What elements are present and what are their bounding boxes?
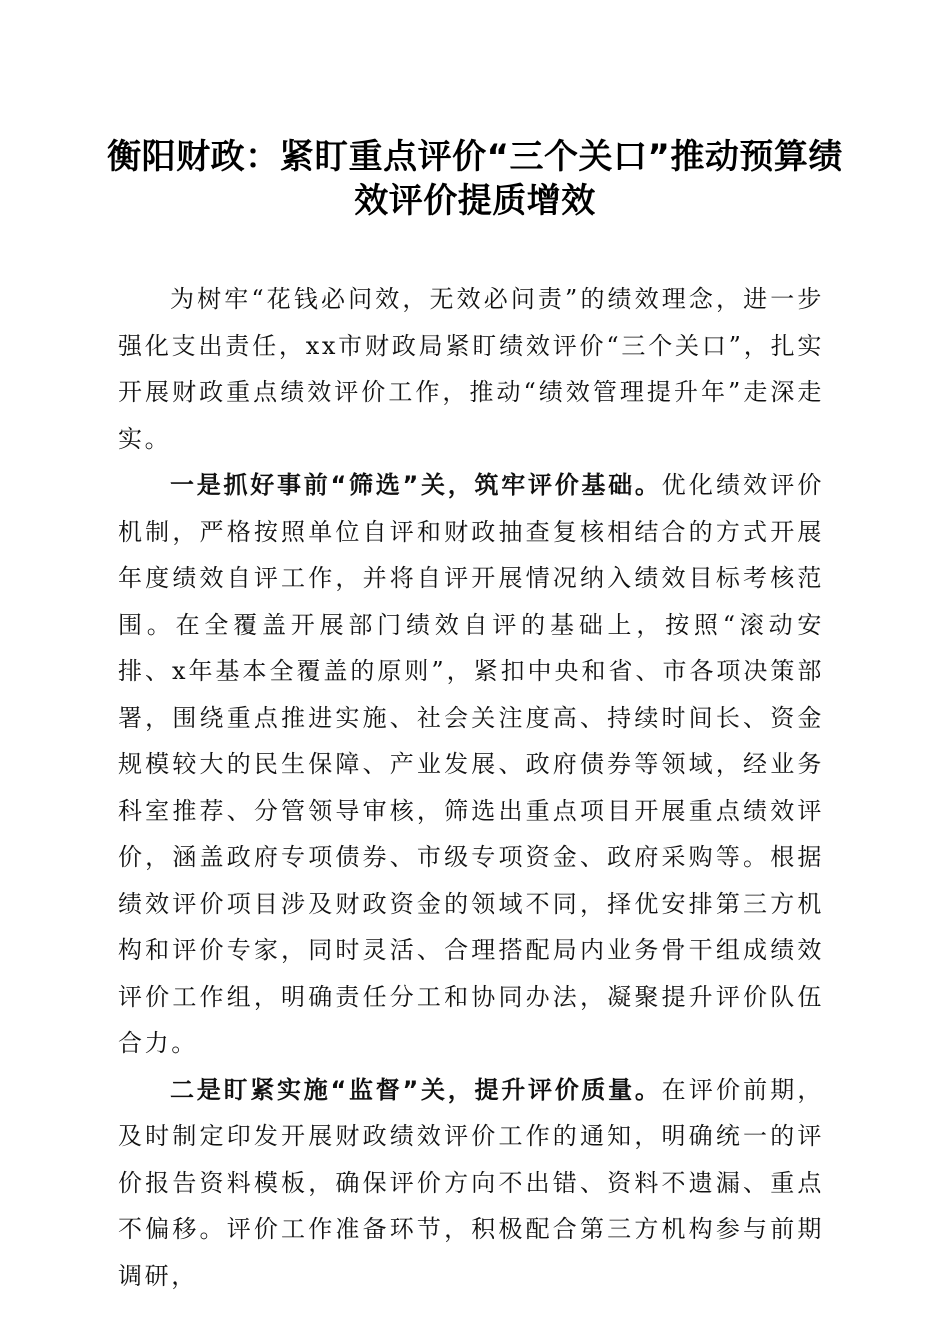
paragraph-intro	[118, 276, 824, 462]
paragraph-text: 在评价前期，及时制定印发开展财政绩效评价工作的通知，明确统一的评价报告资料模板，确保评价方向不出错、资料不遗漏、重点不偏移。评价工作准备环节，积极配合第三方机构参与前期调研，	[118, 1075, 824, 1290]
paragraph-text: 为树牢“花钱必问效，无效必问责”的绩效理念，进一步强化支出责任，xx市财政局紧盯绩效评价“三个关口”，扎实开展财政重点绩效评价工作，推动“绩效管理提升年”走深走实。	[118, 285, 824, 453]
paragraph-point-one	[118, 462, 824, 1067]
paragraph-lead: 二是盯紧实施“监督”关，提升评价质量。	[170, 1075, 662, 1104]
document-title: 衡阳财政：紧盯重点评价“三个关口”推动预算绩效评价提质增效	[107, 137, 843, 221]
paragraph-text: 优化绩效评价机制，严格按照单位自评和财政抽查复核相结合的方式开展年度绩效自评工作，并将自评开展情况纳入绩效目标考核范围。在全覆盖开展部门绩效自评的基础上，按照“滚动安排、x年基本全覆盖的原则”，紧扣中央和省、市各项决策部署，围绕重点推进实施、社会关注度高、持续时间长、资金规模较大的民生保障、产业发展、政府债券等领域，经业务科室推荐、分管领导审核，筛选出重点项目开展重点绩效评价，涵盖政府专项债券、市级专项资金、政府采购等。根据绩效评价项目涉及财政资金的领域不同，择优安排第三方机构和评价专家，同时灵活、合理搭配局内业务骨干组成绩效评价工作组，明确责任分工和协同办法，凝聚提升评价队伍合力。	[118, 471, 824, 1057]
paragraph-lead: 一是抓好事前“筛选”关，筑牢评价基础。	[170, 471, 662, 499]
document-body	[118, 276, 824, 1299]
paragraph-point-two	[118, 1067, 824, 1300]
